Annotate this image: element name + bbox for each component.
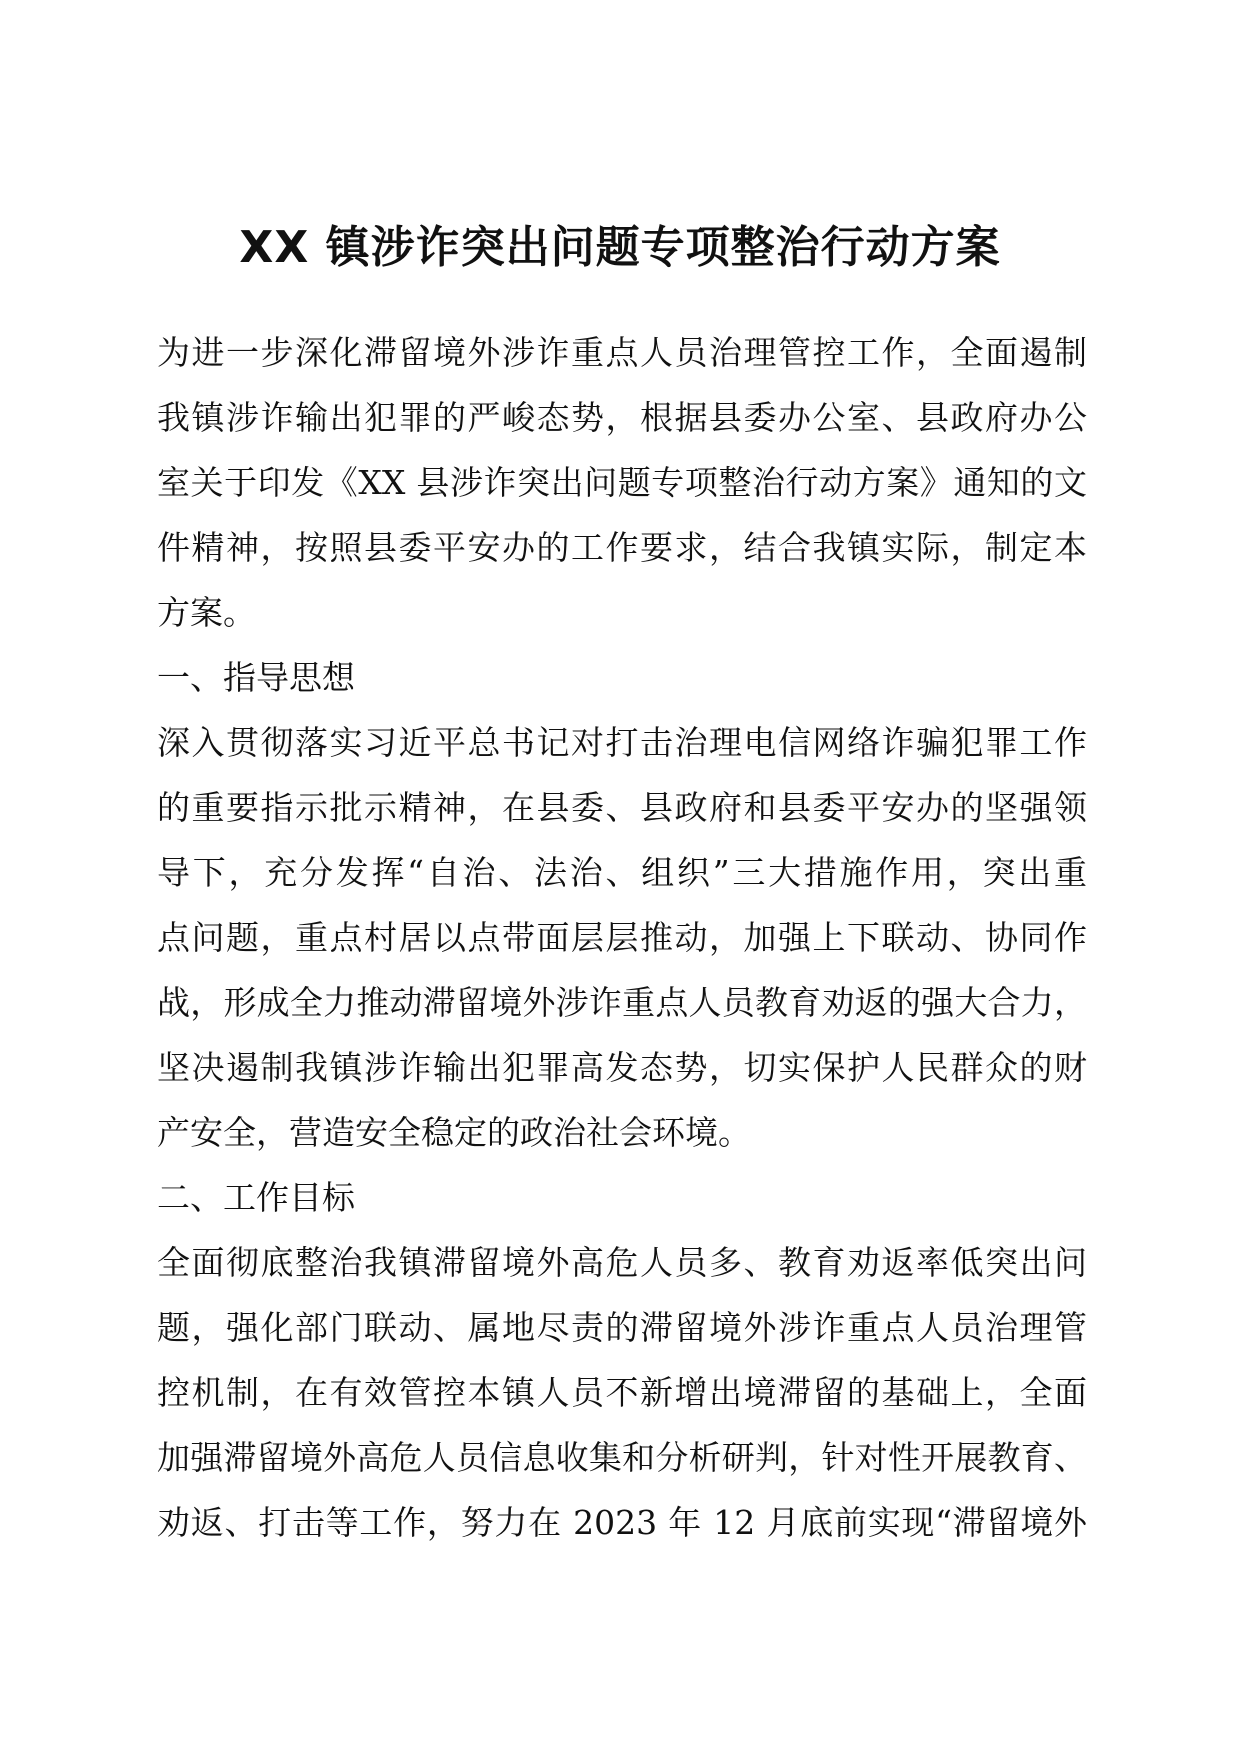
text-line: 战，形成全力推动滞留境外涉诈重点人员教育劝返的强大合力， [157,983,1087,1022]
text-line: 控机制，在有效管控本镇人员不新增出境滞留的基础上，全面 [157,1373,1087,1412]
text-line: 为进一步深化滞留境外涉诈重点人员治理管控工作，全面遏制 [157,333,1087,372]
text-line: 产安全，营造安全稳定的政治社会环境。 [157,1113,751,1152]
text-line: 点问题，重点村居以点带面层层推动，加强上下联动、协同作 [157,918,1087,957]
text-line: 加强滞留境外高危人员信息收集和分析研判，针对性开展教育、 [157,1438,1087,1477]
text-line: 我镇涉诈输出犯罪的严峻态势，根据县委办公室、县政府办公 [157,398,1087,437]
text-line: 全面彻底整治我镇滞留境外高危人员多、教育劝返率低突出问 [157,1243,1087,1282]
text-line: 深入贯彻落实习近平总书记对打击治理电信网络诈骗犯罪工作 [157,723,1087,762]
text-line: 的重要指示批示精神，在县委、县政府和县委平安办的坚强领 [157,788,1087,827]
text-line: 一、指导思想 [157,658,355,697]
text-line: 劝返、打击等工作，努力在 2023 年 12 月底前实现“滞留境外 [157,1503,1087,1542]
text-line: 题，强化部门联动、属地尽责的滞留境外涉诈重点人员治理管 [157,1308,1087,1347]
document-title: XX 镇涉诈突出问题专项整治行动方案 [239,222,1001,273]
text-line: 二、工作目标 [157,1178,355,1217]
text-line: 件精神，按照县委平安办的工作要求，结合我镇实际，制定本 [157,528,1087,567]
text-line: 坚决遏制我镇涉诈输出犯罪高发态势，切实保护人民群众的财 [157,1048,1087,1087]
text-line: 导下，充分发挥“自治、法治、组织”三大措施作用，突出重 [157,853,1087,892]
text-line: 方案。 [157,593,256,632]
text-line: 室关于印发《XX 县涉诈突出问题专项整治行动方案》通知的文 [157,463,1087,502]
document-body [157,320,1087,1555]
